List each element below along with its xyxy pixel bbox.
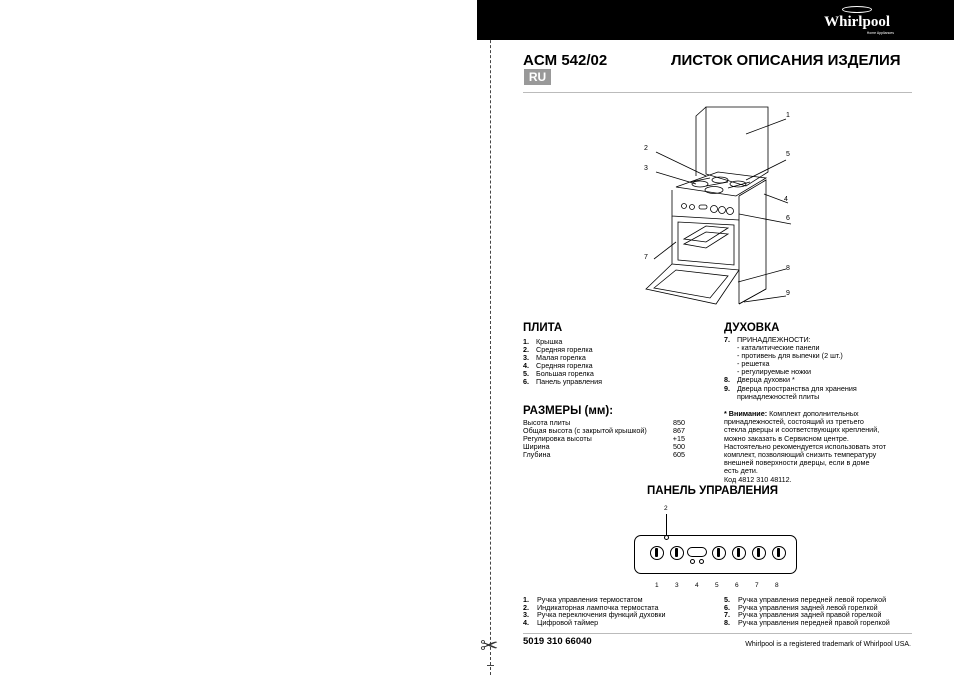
- logo-oval-icon: [842, 6, 872, 13]
- panel-number: 5: [715, 582, 719, 589]
- callout-4: 4: [784, 196, 788, 203]
- trademark-notice: Whirlpool is a registered trademark of Whirlpool USA.: [745, 641, 911, 648]
- callout-1: 1: [786, 112, 790, 119]
- oven-heading: ДУХОВКА: [724, 322, 780, 334]
- cut-line: [490, 0, 491, 675]
- callout-7: 7: [644, 254, 648, 261]
- oven-parts-list: [724, 336, 914, 401]
- callout-9: 9: [786, 290, 790, 297]
- list-item: 4. Цифровой таймер: [523, 617, 599, 627]
- burner-knob-icon: [732, 546, 746, 560]
- list-item: 8. Дверца духовки *: [724, 375, 795, 385]
- dimensions-table: [523, 419, 685, 459]
- list-item: 4. Средняя горелка: [523, 361, 593, 371]
- list-item: 6. Ручка управления задней левой горелкой: [724, 602, 878, 612]
- brand-bar: [477, 0, 954, 40]
- list-item: 9. Дверца пространства для хранения: [724, 383, 857, 393]
- list-item: 5. Большая горелка: [523, 369, 594, 379]
- dimension-row: Ширина 500: [523, 442, 685, 452]
- cut-mark: [487, 665, 494, 666]
- panel-number: 7: [755, 582, 759, 589]
- whirlpool-logo: [824, 6, 894, 35]
- cooker-illustration: [636, 104, 796, 314]
- tray-shape: [684, 226, 728, 242]
- thermostat-lamp-icon: [664, 535, 669, 540]
- list-item: 1. Ручка управления термостатом: [523, 595, 643, 604]
- thermostat-knob-icon: [650, 546, 664, 560]
- accessory-item: - решетка: [737, 359, 770, 369]
- panel-number: 3: [675, 582, 679, 589]
- timer-button-icon: [690, 559, 695, 564]
- burner-knob-icon: [712, 546, 726, 560]
- list-item: 6. Панель управления: [523, 377, 603, 387]
- dimension-row: Высота плиты 850: [523, 418, 685, 427]
- list-item: 8. Ручка управления передней правой горелкой: [724, 617, 890, 627]
- list-item: 5. Ручка управления передней левой горелкой: [724, 595, 887, 604]
- document-code: 5019 310 66040: [523, 636, 592, 647]
- callout-3: 3: [644, 165, 648, 172]
- timer-display-icon: [687, 547, 707, 557]
- dimension-row: Регулировка высоты +15: [523, 434, 685, 444]
- scissors-icon: ✂: [480, 634, 499, 659]
- panel-number: 4: [695, 582, 699, 589]
- callout-2: 2: [644, 145, 648, 152]
- logo-text: Whirlpool: [824, 14, 890, 30]
- note-label: * Внимание:: [724, 409, 768, 418]
- list-item: 7. ПРИНАДЛЕЖНОСТИ:: [724, 335, 811, 344]
- list-item: 7. Ручка управления задней правой горелкой: [724, 610, 882, 620]
- timer-button-icon: [699, 559, 704, 564]
- list-item: 2. Индикаторная лампочка термостата: [523, 602, 659, 612]
- control-panel-heading: ПАНЕЛЬ УПРАВЛЕНИЯ: [647, 485, 779, 497]
- burner-knob-icon: [772, 546, 786, 560]
- divider: [523, 92, 912, 93]
- panel-number: 1: [655, 582, 659, 589]
- controls-list-left: [523, 596, 718, 626]
- burner-knob-icon: [752, 546, 766, 560]
- dimension-row: Глубина 605: [523, 450, 685, 460]
- language-badge: RU: [524, 69, 551, 85]
- list-item: 2. Средняя горелка: [523, 345, 593, 355]
- list-item-continued: принадлежностей плиты: [737, 391, 820, 401]
- document-title: ЛИСТОК ОПИСАНИЯ ИЗДЕЛИЯ: [671, 52, 901, 69]
- logo-tagline: Home Appliances: [866, 31, 894, 35]
- callout-5: 5: [786, 151, 790, 158]
- attention-note: * Внимание: Комплект дополнительных принадлежностей, состоящий из третьего стекла дверцы и соответствующих креплений, можно заказать в Сервисном центре. Настоятельно рекомендуется использовать этот комплект, позволяющий снизить температуру внешней поверхности дверцы, если в доме есть дети. Код 4812 310 48112.: [724, 409, 886, 484]
- dimension-row: Общая высота (с закрытой крышкой) 867: [523, 426, 685, 436]
- list-item: 3. Ручка переключения функций духовки: [523, 610, 666, 620]
- list-item: 1. Крышка: [523, 337, 563, 346]
- panel-number: 8: [775, 582, 779, 589]
- door-shape: [646, 264, 739, 304]
- lamp-callout: 2: [664, 505, 668, 512]
- accessory-item: - каталитические панели: [737, 343, 820, 353]
- panel-number: 6: [735, 582, 739, 589]
- callout-8: 8: [786, 265, 790, 272]
- dimensions-heading: РАЗМЕРЫ (мм):: [523, 405, 614, 417]
- accessory-item: - противень для выпечки (2 шт.): [737, 351, 843, 361]
- footer-divider: [523, 633, 912, 634]
- controls-list-right: [724, 596, 924, 626]
- control-panel-diagram: [634, 535, 797, 574]
- lamp-callout-line: [666, 514, 667, 535]
- hob-heading: ПЛИТА: [523, 322, 563, 334]
- function-knob-icon: [670, 546, 684, 560]
- list-item: 3. Малая горелка: [523, 353, 586, 363]
- hob-parts-list: [523, 338, 713, 387]
- callout-6: 6: [786, 215, 790, 222]
- accessory-item: - регулируемые ножки: [737, 367, 812, 377]
- model-number: ACM 542/02: [523, 52, 608, 69]
